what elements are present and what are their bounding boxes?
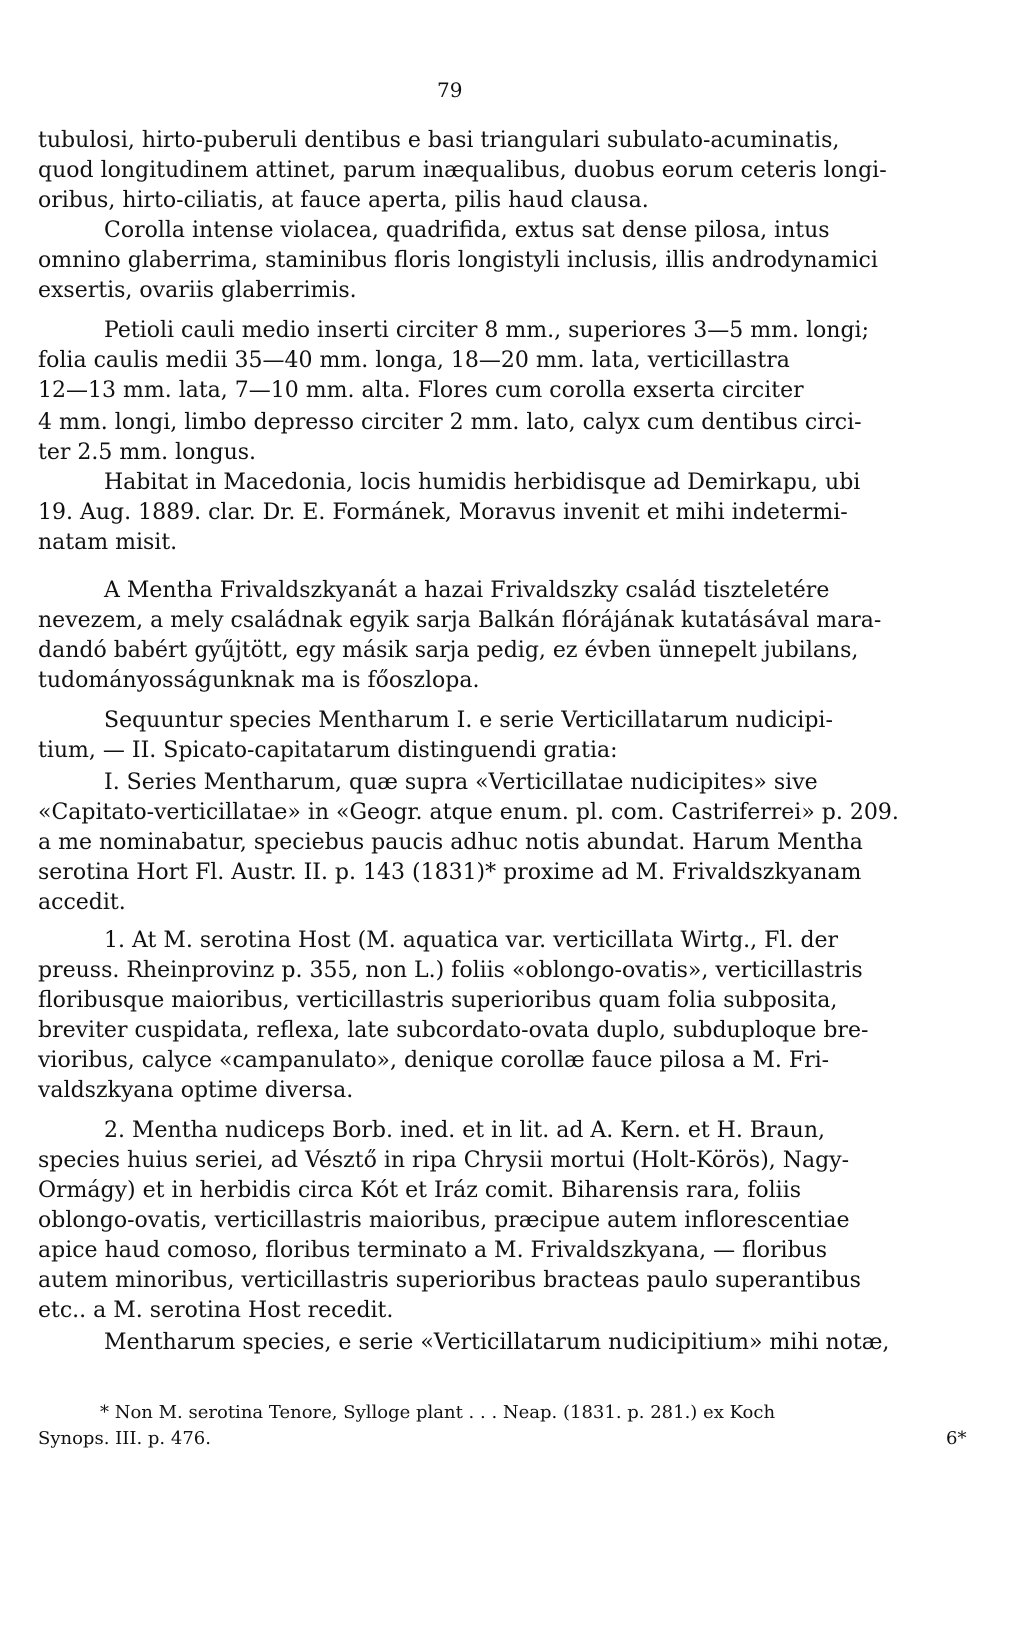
text-line: apice haud comoso, floribus terminato a M. Frivaldszkyana, — floribus <box>38 1238 828 1263</box>
text-line: dandó babért gyűjtött, egy másik sarja pedig, ez évben ünnepelt jubilans, <box>38 638 859 663</box>
footnote-line: * Non M. serotina Tenore, Sylloge plant . . . Neap. (1831. p. 281.) ex Koch <box>100 1402 776 1423</box>
text-line: tudományosságunknak ma is főoszlopa. <box>38 668 480 693</box>
text-line: 19. Aug. 1889. clar. Dr. E. Formánek, Moravus invenit et mihi indetermi- <box>38 500 848 525</box>
text-line: 12—13 mm. lata, 7—10 mm. alta. Flores cum corolla exserta circiter <box>38 378 804 403</box>
text-line: natam misit. <box>38 530 178 555</box>
text-line: vioribus, calyce «campanulato», denique corollæ fauce pilosa a M. Fri- <box>38 1048 830 1073</box>
text-line: oblongo-ovatis, verticillastris maioribus, præcipue autem inflorescentiae <box>38 1208 850 1233</box>
text-line: accedit. <box>38 890 126 915</box>
text-line: Mentharum species, e serie «Verticillatarum nudicipitium» mihi notæ, <box>104 1330 890 1355</box>
text-line: A Mentha Frivaldszkyanát a hazai Frivaldszky család tiszteletére <box>104 578 830 603</box>
text-line: a me nominabatur, speciebus paucis adhuc notis abundat. Harum Mentha <box>38 830 863 855</box>
text-line: 4 mm. longi, limbo depresso circiter 2 mm. lato, calyx cum dentibus circi- <box>38 410 862 435</box>
text-line: 2. Mentha nudiceps Borb. ined. et in lit. ad A. Kern. et H. Braun, <box>104 1118 825 1143</box>
text-line: ter 2.5 mm. longus. <box>38 440 257 465</box>
text-line: quod longitudinem attinet, parum inæqualibus, duobus eorum ceteris longi- <box>38 158 887 183</box>
text-line: autem minoribus, verticillastris superioribus bracteas paulo superantibus <box>38 1268 861 1293</box>
text-line: Habitat in Macedonia, locis humidis herbidisque ad Demirkapu, ubi <box>104 470 861 495</box>
text-line: 1. At M. serotina Host (M. aquatica var. verticillata Wirtg., Fl. der <box>104 928 839 953</box>
text-line: serotina Hort Fl. Austr. II. p. 143 (1831)* proxime ad M. Frivaldszkyanam <box>38 860 862 885</box>
text-line: species huius seriei, ad Vésztő in ripa Chrysii mortui (Holt-Körös), Nagy- <box>38 1148 850 1173</box>
text-line: breviter cuspidata, reflexa, late subcordato-ovata duplo, subduploque bre- <box>38 1018 869 1043</box>
text-line: I. Series Mentharum, quæ supra «Verticillatae nudicipites» sive <box>104 770 818 795</box>
text-line: floribusque maioribus, verticillastris superioribus quam folia subposita, <box>38 988 838 1013</box>
text-line: omnino glaberrima, staminibus floris longistyli inclusis, illis androdynamici <box>38 248 878 273</box>
signature-mark: 6* <box>946 1428 967 1449</box>
text-line: Sequuntur species Mentharum I. e serie Verticillatarum nudicipi- <box>104 708 833 733</box>
text-line: Corolla intense violacea, quadrifida, extus sat dense pilosa, intus <box>104 218 830 243</box>
footnote-line: Synops. III. p. 476. <box>38 1428 211 1449</box>
text-line: Ormágy) et in herbidis circa Kót et Iráz comit. Biharensis rara, foliis <box>38 1178 802 1203</box>
text-line: valdszkyana optime diversa. <box>38 1078 354 1103</box>
text-line: tubulosi, hirto-puberuli dentibus e basi triangulari subulato-acuminatis, <box>38 128 840 153</box>
text-line: preuss. Rheinprovinz p. 355, non L.) foliis «oblongo-ovatis», verticillastris <box>38 958 863 983</box>
text-line: «Capitato-verticillatae» in «Geogr. atque enum. pl. com. Castriferrei» p. 209. <box>38 800 899 825</box>
text-line: oribus, hirto-ciliatis, at fauce aperta, pilis haud clausa. <box>38 188 649 213</box>
text-line: folia caulis medii 35—40 mm. longa, 18—20 mm. lata, verticillastra <box>38 348 790 373</box>
text-line: Petioli cauli medio inserti circiter 8 mm., superiores 3—5 mm. longi; <box>104 318 869 343</box>
page-number: 79 <box>437 78 463 102</box>
text-line: etc.. a M. serotina Host recedit. <box>38 1298 394 1323</box>
text-line: exsertis, ovariis glaberrimis. <box>38 278 357 303</box>
text-line: tium, — II. Spicato-capitatarum distinguendi gratia: <box>38 738 618 763</box>
text-line: nevezem, a mely családnak egyik sarja Balkán flórájának kutatásával mara- <box>38 608 882 633</box>
